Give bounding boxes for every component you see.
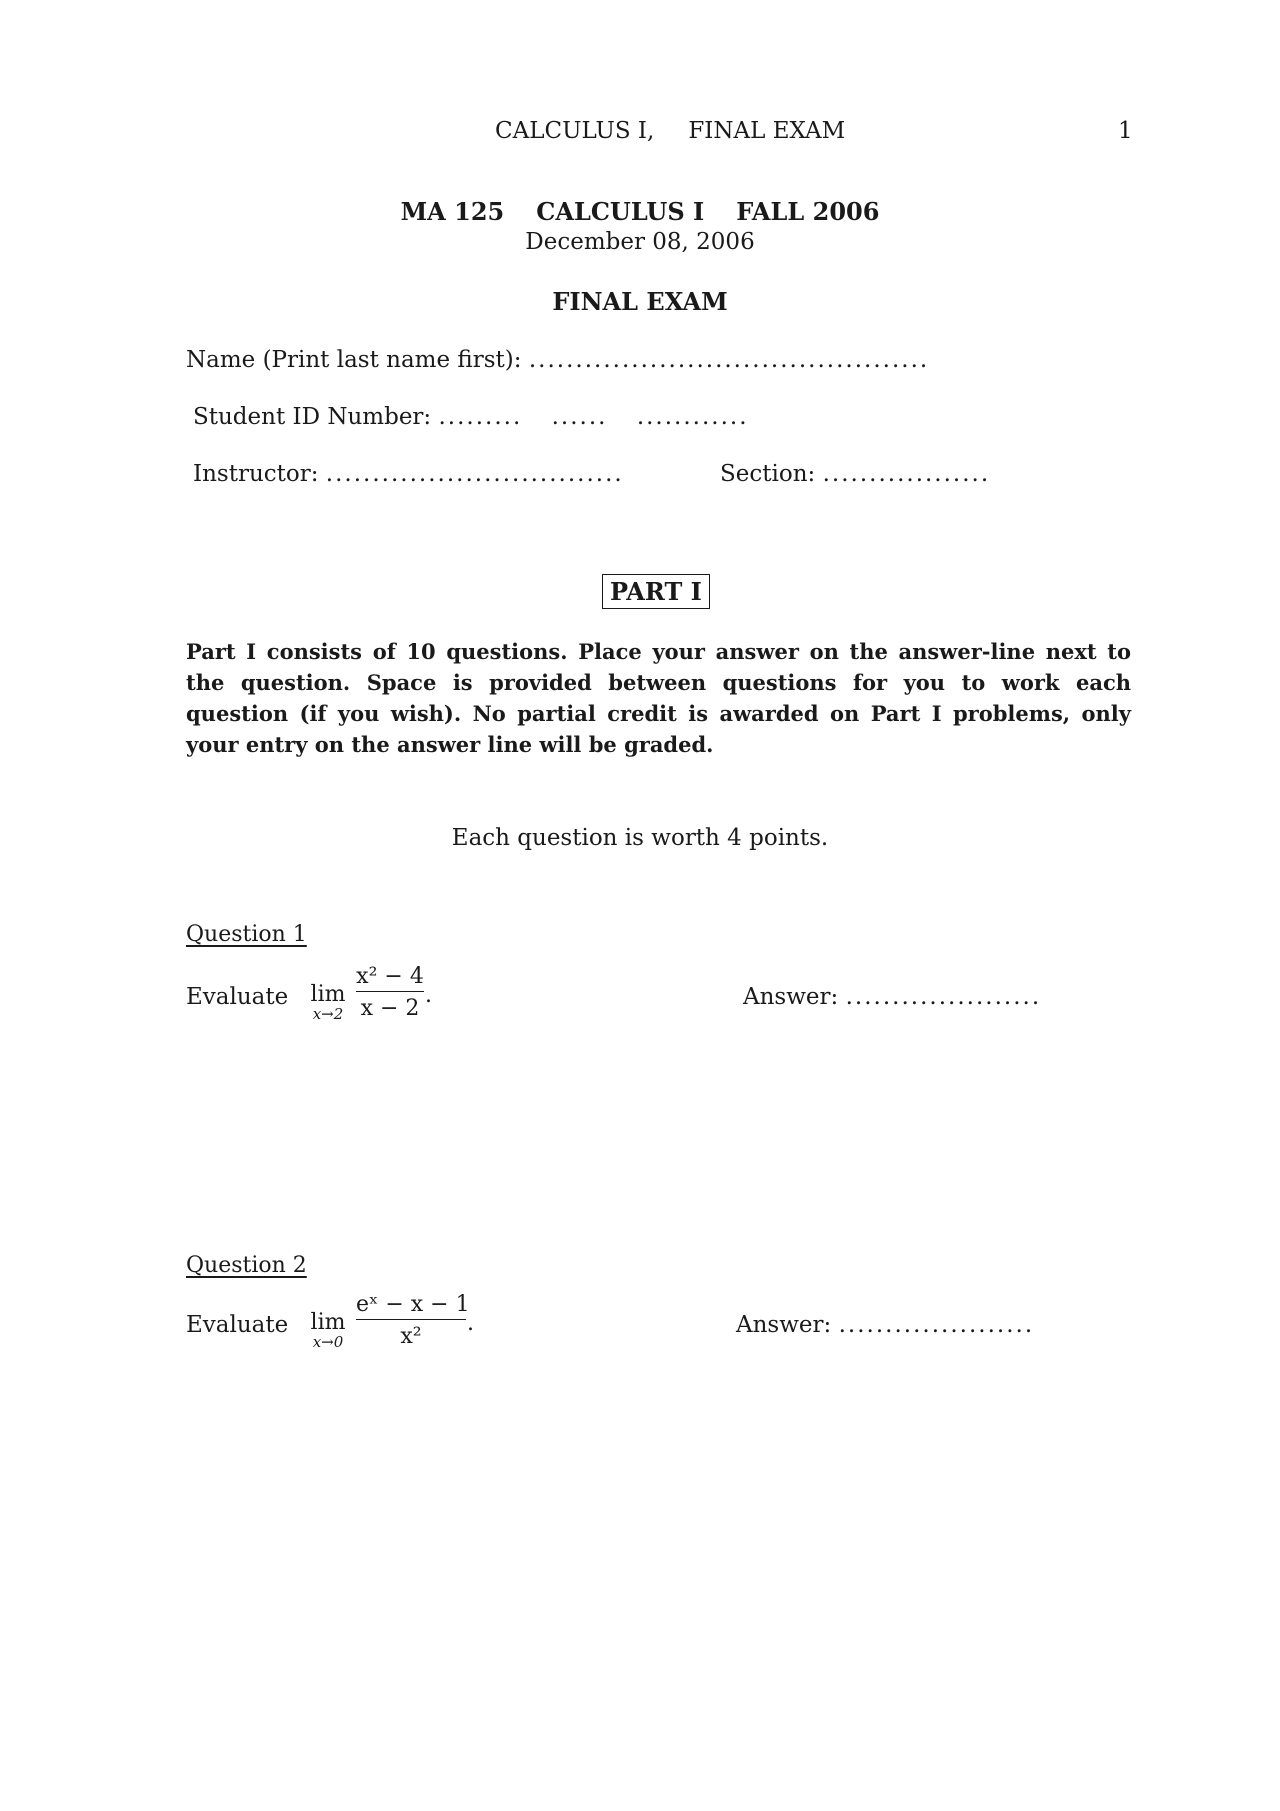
question-2-prompt: Evaluate (186, 1312, 289, 1338)
section-field[interactable] (720, 461, 990, 487)
question-2-title: Question 2 (186, 1253, 307, 1278)
course-line (0, 197, 1280, 226)
question-1-title: Question 1 (186, 922, 307, 947)
running-header (0, 118, 1280, 148)
limit-subscript: x→2 (312, 1005, 344, 1023)
fraction-bar (356, 991, 424, 992)
student-id-line-3[interactable]: ............ (636, 404, 749, 430)
name-answer-line[interactable]: ........................................... (528, 347, 930, 373)
fraction-numerator: x² − 4 (356, 964, 424, 989)
exam-date: December 08, 2006 (525, 229, 755, 255)
question-1-answer-label: Answer: (743, 984, 839, 1010)
running-title (495, 118, 845, 144)
question-1-answer-line[interactable]: ..................... (845, 984, 1042, 1010)
student-id-line-1[interactable]: ......... (438, 404, 523, 430)
instructor-answer-line[interactable]: ................................ (325, 461, 624, 487)
part-title-box: PART I (602, 574, 710, 609)
student-id-line-2[interactable]: ...... (551, 404, 608, 430)
section-answer-line[interactable]: .................. (822, 461, 991, 487)
page-number: 1 (1118, 118, 1133, 144)
limit-subscript: x→0 (312, 1333, 344, 1351)
limit-operator: lim (310, 1310, 346, 1335)
question-1-limit (308, 982, 348, 1023)
course-name: CALCULUS I (536, 197, 705, 226)
instructor-field[interactable] (193, 461, 624, 487)
question-2-answer-field[interactable] (736, 1312, 1034, 1338)
instructor-label: Instructor: (193, 461, 319, 487)
name-field[interactable] (186, 347, 929, 373)
fraction-denominator: x − 2 (360, 996, 420, 1021)
question-2-fraction (356, 1292, 470, 1349)
section-label: Section: (720, 461, 816, 487)
part-instructions: Part I consists of 10 questions. Place your answer on the answer-line next to the question. Space is provided between questions for you to work each question (if you wish). No partial credit is awarded on Part I problems, only your entry on the answer line will be graded. (186, 639, 1131, 757)
question-2-limit (308, 1310, 348, 1351)
student-id-field[interactable] (193, 404, 749, 430)
fraction-bar (356, 1319, 466, 1320)
exam-title: FINAL EXAM (552, 287, 728, 316)
fraction-denominator: x² (400, 1324, 422, 1349)
running-title-exam: FINAL EXAM (688, 118, 846, 144)
question-1-fraction (356, 964, 424, 1021)
question-2-period: . (467, 1311, 474, 1336)
question-2-answer-line[interactable]: ..................... (838, 1312, 1035, 1338)
question-1-period: . (425, 983, 432, 1008)
question-1-prompt: Evaluate (186, 984, 289, 1010)
student-id-label: Student ID Number: (193, 404, 432, 430)
fraction-numerator: eˣ − x − 1 (356, 1292, 470, 1317)
question-1-answer-field[interactable] (743, 984, 1041, 1010)
course-term: FALL 2006 (736, 197, 880, 226)
question-2-answer-label: Answer: (736, 1312, 832, 1338)
points-note: Each question is worth 4 points. (451, 825, 829, 851)
name-label: Name (Print last name first): (186, 347, 522, 373)
running-title-course: CALCULUS I, (495, 118, 655, 144)
course-code: MA 125 (400, 197, 505, 226)
limit-operator: lim (310, 982, 346, 1007)
